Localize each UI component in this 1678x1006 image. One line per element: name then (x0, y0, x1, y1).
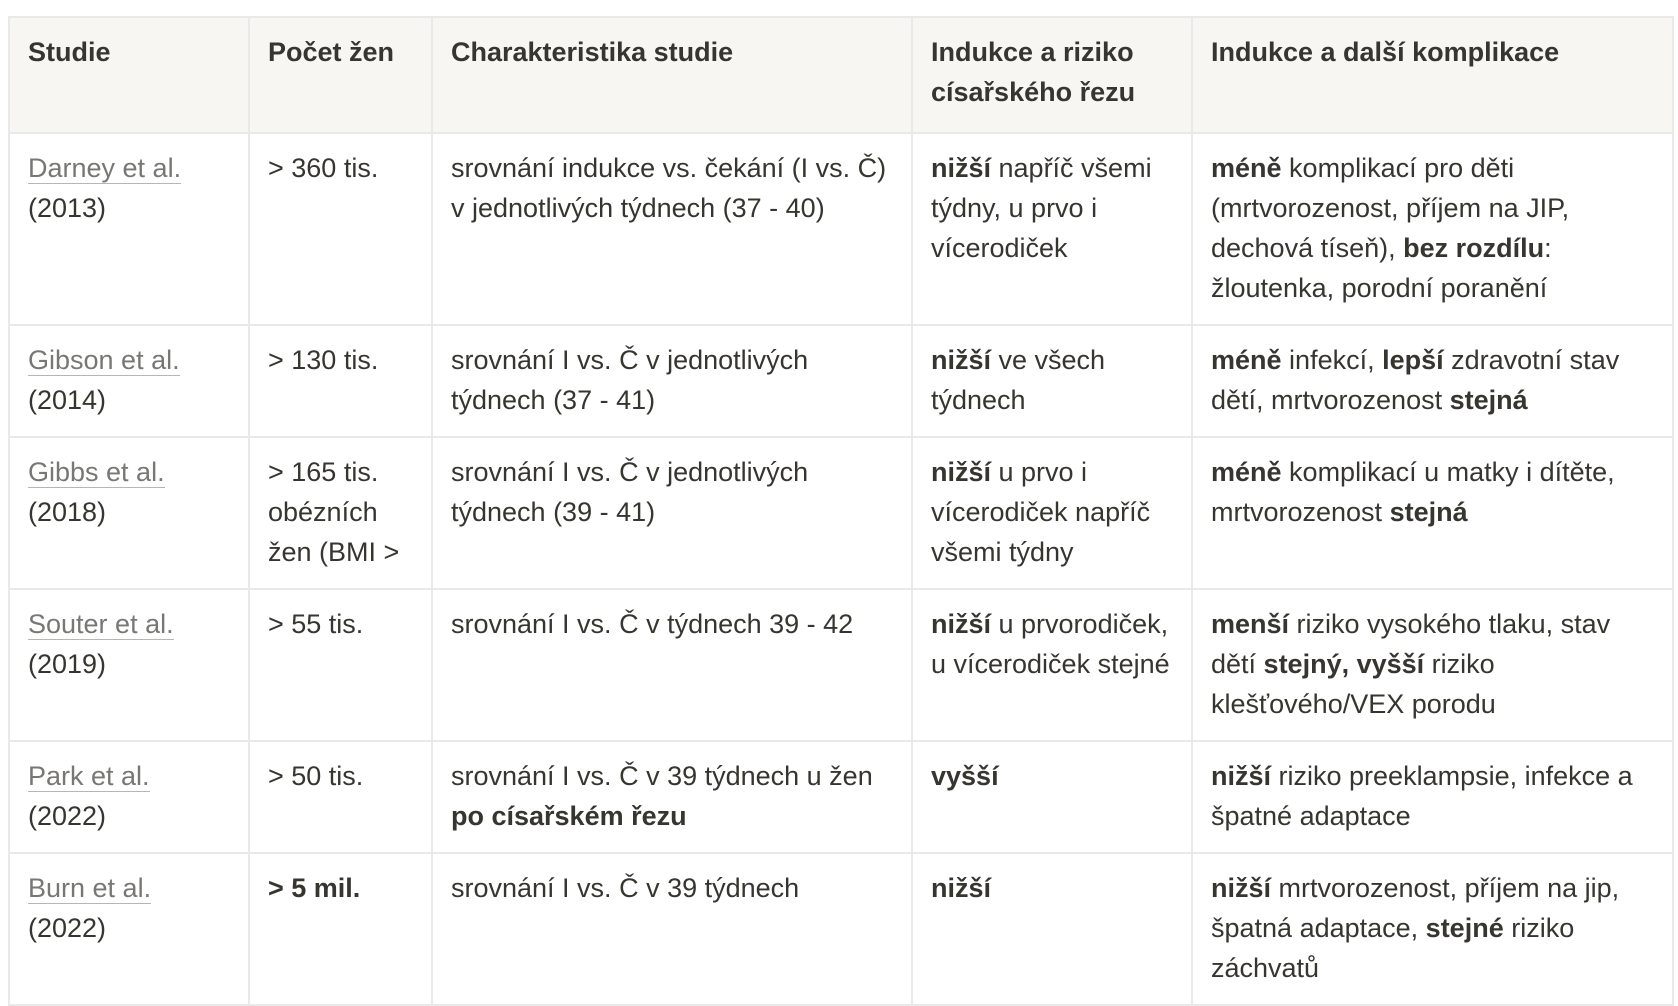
emphasis: po císařském řezu (451, 801, 687, 831)
table-row (9, 133, 1673, 325)
emphasis: nižší (931, 153, 992, 183)
emphasis: menší (1211, 609, 1290, 639)
emphasis: stejný, vyšší (1263, 649, 1425, 679)
women-count: > 130 tis. (268, 345, 379, 375)
header-characteristics: Charakteristika studie (432, 17, 912, 133)
cesarean-text: ve všech týdnech (931, 345, 1106, 415)
characteristics-cell (432, 741, 912, 853)
study-cell (9, 853, 249, 1005)
other-text: riziko záchvatů (1211, 913, 1575, 983)
women-count-cell (249, 437, 432, 589)
characteristics-cell (432, 325, 912, 437)
other-cell (1192, 589, 1673, 741)
study-year: (2014) (28, 385, 107, 415)
characteristics-text: srovnání I vs. Č v jednotlivých týdnech (37 - 41) (451, 345, 809, 415)
cesarean-text: u prvorodiček, u vícerodiček stejné (931, 609, 1170, 679)
characteristics-text: srovnání indukce vs. čekání (I vs. Č) v jednotlivých týdnech (37 - 40) (451, 153, 887, 223)
cesarean-cell (912, 589, 1192, 741)
emphasis: stejné (1425, 913, 1504, 943)
emphasis: méně (1211, 457, 1282, 487)
characteristics-cell (432, 133, 912, 325)
women-count: > 165 tis. obézních žen (BMI > (268, 457, 400, 567)
table-header-row (9, 17, 1673, 133)
characteristics-text: srovnání I vs. Č v jednotlivých týdnech (39 - 41) (451, 457, 809, 527)
other-cell (1192, 741, 1673, 853)
other-text: mrtvorozenost, příjem na jip, špatná adaptace, (1211, 873, 1620, 943)
header-women-count: Počet žen (249, 17, 432, 133)
study-link-park[interactable]: Park et al. (28, 761, 150, 791)
study-year: (2019) (28, 649, 107, 679)
study-cell (9, 133, 249, 325)
table-row (9, 437, 1673, 589)
emphasis: nižší (931, 457, 992, 487)
study-link-gibbs[interactable]: Gibbs et al. (28, 457, 165, 487)
women-count: > 55 tis. (268, 609, 364, 639)
emphasis: nižší (1211, 873, 1272, 903)
emphasis: lepší (1382, 345, 1444, 375)
characteristics-text: srovnání I vs. Č v týdnech 39 - 42 (451, 609, 854, 639)
emphasis: vyšší (931, 761, 999, 791)
other-text: : žloutenka, porodní poranění (1211, 233, 1552, 303)
study-cell (9, 589, 249, 741)
studies-table (8, 16, 1674, 1006)
characteristics-cell (432, 437, 912, 589)
emphasis: stejná (1389, 497, 1468, 527)
header-other-complications: Indukce a další komplikace (1192, 17, 1673, 133)
other-cell (1192, 325, 1673, 437)
other-cell (1192, 853, 1673, 1005)
emphasis: nižší (1211, 761, 1272, 791)
study-link-souter[interactable]: Souter et al. (28, 609, 174, 639)
emphasis: méně (1211, 153, 1282, 183)
study-link-darney[interactable]: Darney et al. (28, 153, 182, 183)
study-cell (9, 325, 249, 437)
other-cell (1192, 437, 1673, 589)
cesarean-cell (912, 133, 1192, 325)
characteristics-text: srovnání I vs. Č v 39 týdnech u žen (451, 761, 873, 791)
characteristics-cell (432, 853, 912, 1005)
other-text: riziko vysokého tlaku, stav dětí (1211, 609, 1611, 679)
other-text: komplikací u matky i dítěte, mrtvorozenost (1211, 457, 1615, 527)
women-count-cell (249, 325, 432, 437)
study-link-gibson[interactable]: Gibson et al. (28, 345, 180, 375)
other-text: infekcí, (1281, 345, 1383, 375)
table-row (9, 853, 1673, 1005)
cesarean-cell (912, 741, 1192, 853)
cesarean-text: napříč všemi týdny, u prvo i vícerodiček (931, 153, 1152, 263)
study-cell (9, 437, 249, 589)
emphasis: nižší (931, 609, 992, 639)
study-year: (2022) (28, 801, 107, 831)
women-count: > 50 tis. (268, 761, 364, 791)
other-text: riziko klešťového/VEX porodu (1211, 649, 1496, 719)
women-count-cell (249, 741, 432, 853)
cesarean-cell (912, 853, 1192, 1005)
emphasis: bez rozdílu (1403, 233, 1545, 263)
header-cesarean-risk: Indukce a riziko císařského řezu (912, 17, 1192, 133)
women-count-cell (249, 589, 432, 741)
study-year: (2018) (28, 497, 107, 527)
emphasis: nižší (931, 873, 992, 903)
header-study: Studie (9, 17, 249, 133)
study-year: (2013) (28, 193, 107, 223)
emphasis: méně (1211, 345, 1282, 375)
emphasis: nižší (931, 345, 992, 375)
other-text: komplikací pro děti (mrtvorozenost, příjem na JIP, dechová tíseň), (1211, 153, 1570, 263)
other-text: riziko preeklampsie, infekce a špatné adaptace (1211, 761, 1633, 831)
other-cell (1192, 133, 1673, 325)
characteristics-cell (432, 589, 912, 741)
cesarean-cell (912, 325, 1192, 437)
women-count-cell (249, 853, 432, 1005)
characteristics-text: srovnání I vs. Č v 39 týdnech (451, 873, 800, 903)
table-row (9, 589, 1673, 741)
table-row (9, 325, 1673, 437)
table-row (9, 741, 1673, 853)
emphasis: stejná (1449, 385, 1528, 415)
cesarean-text: u prvo i vícerodiček napříč všemi týdny (931, 457, 1151, 567)
other-text: zdravotní stav dětí, mrtvorozenost (1211, 345, 1620, 415)
study-year: (2022) (28, 913, 107, 943)
women-count: > 360 tis. (268, 153, 379, 183)
study-cell (9, 741, 249, 853)
women-count-cell (249, 133, 432, 325)
cesarean-cell (912, 437, 1192, 589)
women-count: > 5 mil. (268, 873, 361, 903)
study-link-burn[interactable]: Burn et al. (28, 873, 152, 903)
